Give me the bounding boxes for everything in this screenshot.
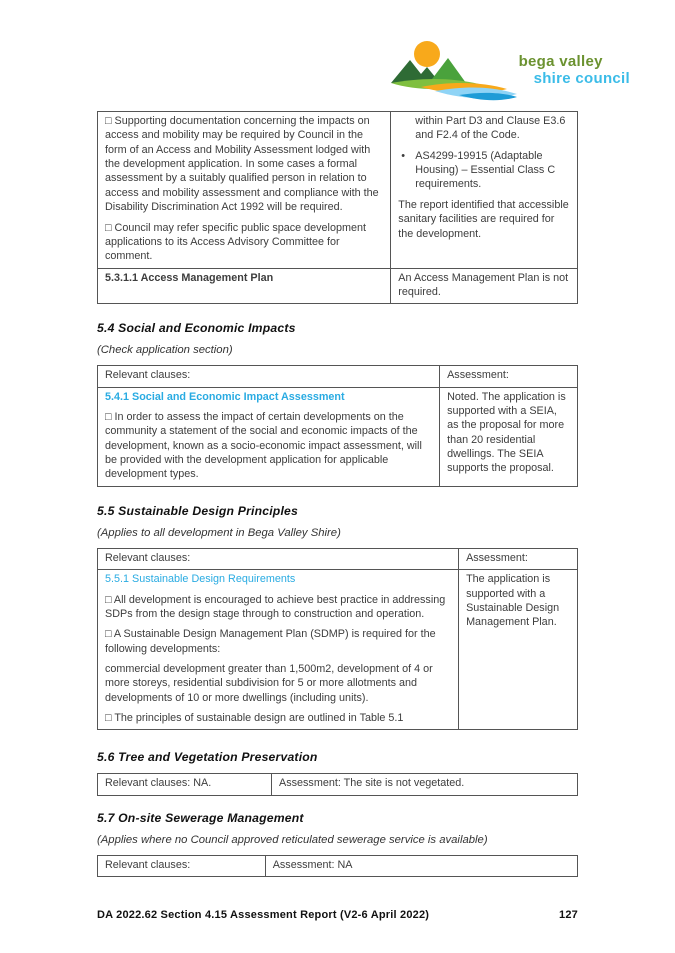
- section-subnote-5-7: (Applies where no Council approved reticulated sewerage service is available): [97, 833, 488, 846]
- table-header-row: [98, 548, 578, 569]
- access-clause-paragraph: □ Supporting documentation concerning the impacts on access and mobility may be required by Council in the form of an Access and Mobility Assessment lodged with the development application. In some cases a formal assessment by a suitably qualified person in relation to access and mobility assessment and compliance with the Disability Discrimination Act 1992 will be required.: [105, 115, 379, 214]
- section-heading-5-7: 5.7 On-site Sewerage Management: [97, 810, 304, 825]
- header-logo-row: [97, 38, 630, 104]
- bega-valley-shire-council-logo: [391, 38, 630, 104]
- sustainable-design-table: [97, 548, 578, 731]
- assessment-continuation-text: within Part D3 and Clause E3.6 and F2.4 of the Code.: [415, 115, 566, 142]
- clause-paragraph: □ The principles of sustainable design are outlined in Table 5.1: [105, 712, 404, 725]
- clause-title-5-5-1: 5.5.1 Sustainable Design Requirements: [105, 573, 296, 586]
- footer-page-number: 127: [559, 909, 578, 921]
- assessment-cell: Noted. The application is supported with a SEIA, as the proposal for more than 20 residential dwellings. The SEIA supports the proposal.: [440, 387, 578, 486]
- tree-vegetation-table: [97, 773, 578, 795]
- access-management-plan-assessment: An Access Management Plan is not required.: [391, 268, 578, 304]
- clause-title-5-4-1: 5.4.1 Social and Economic Impact Assessment: [105, 390, 345, 403]
- relevant-clauses-cell: Relevant clauses:: [98, 855, 266, 876]
- section-subnote-5-4: (Check application section): [97, 344, 233, 357]
- clause-paragraph: □ A Sustainable Design Management Plan (SDMP) is required for the following developments:: [105, 628, 436, 655]
- assessment-bullet-item: [398, 149, 570, 192]
- section-heading-5-6: 5.6 Tree and Vegetation Preservation: [97, 750, 318, 765]
- section-heading-5-4: 5.4 Social and Economic Impacts: [97, 321, 296, 336]
- logo-name-line1: bega valley: [518, 53, 603, 70]
- access-clauses-cell: [98, 112, 391, 269]
- assessment-header: Assessment:: [440, 366, 578, 387]
- access-clause-paragraph: □ Council may refer specific public space development applications to its Access Advisory Committee for comment.: [105, 221, 366, 263]
- relevant-clauses-header: Relevant clauses:: [98, 366, 440, 387]
- table-row: [98, 570, 578, 730]
- clauses-cell: [98, 570, 459, 730]
- clauses-cell: [98, 387, 440, 486]
- table-header-row: [98, 366, 578, 387]
- access-management-plan-label: 5.3.1.1 Access Management Plan: [98, 268, 391, 304]
- assessment-bullet-text: AS4299-19915 (Adaptable Housing) – Essential Class C requirements.: [415, 149, 556, 191]
- logo-name-line2: shire council: [533, 69, 630, 87]
- sewerage-management-table: [97, 855, 578, 877]
- table-row: [98, 774, 578, 795]
- table-row: [98, 855, 578, 876]
- table-row: [98, 112, 578, 269]
- logo-graphic-icon: [391, 38, 517, 104]
- page-footer: [97, 909, 578, 921]
- assessment-cell: The application is supported with a Sustainable Design Management Plan.: [459, 570, 578, 730]
- access-requirements-table: [97, 111, 578, 304]
- assessment-cell: Assessment: The site is not vegetated.: [272, 774, 578, 795]
- assessment-cell: Assessment: NA: [265, 855, 577, 876]
- clause-paragraph: □ All development is encouraged to achieve best practice in addressing SDPs from the design stage through to construction and operation.: [105, 593, 446, 620]
- footer-report-title: DA 2022.62 Section 4.15 Assessment Report (V2-6 April 2022): [97, 909, 430, 921]
- clause-paragraph: commercial development greater than 1,500m2, development of 4 or more storeys, residential subdivision for 5 or more allotments and developments of 10 or more dwellings (including units).: [105, 662, 433, 704]
- bullet-marker-icon: •: [401, 149, 406, 162]
- assessment-header: Assessment:: [459, 548, 578, 569]
- clause-body: □ In order to assess the impact of certain developments on the community a statement of the social and economic impacts of the development, known as a socio-economic impact assessment, will be provided with the development application for applicable development types.: [105, 411, 422, 481]
- section-heading-5-5: 5.5 Sustainable Design Principles: [97, 503, 298, 518]
- table-row: [98, 387, 578, 486]
- table-row: [98, 268, 578, 304]
- section-subnote-5-5: (Applies to all development in Bega Valley Shire): [97, 526, 341, 539]
- logo-wordmark: [519, 54, 630, 88]
- relevant-clauses-header: Relevant clauses:: [98, 548, 459, 569]
- assessment-paragraph: The report identified that accessible sanitary facilities are required for the development.: [398, 198, 569, 240]
- social-economic-table: [97, 365, 578, 487]
- access-assessment-cell: [391, 112, 578, 269]
- relevant-clauses-cell: Relevant clauses: NA.: [98, 774, 272, 795]
